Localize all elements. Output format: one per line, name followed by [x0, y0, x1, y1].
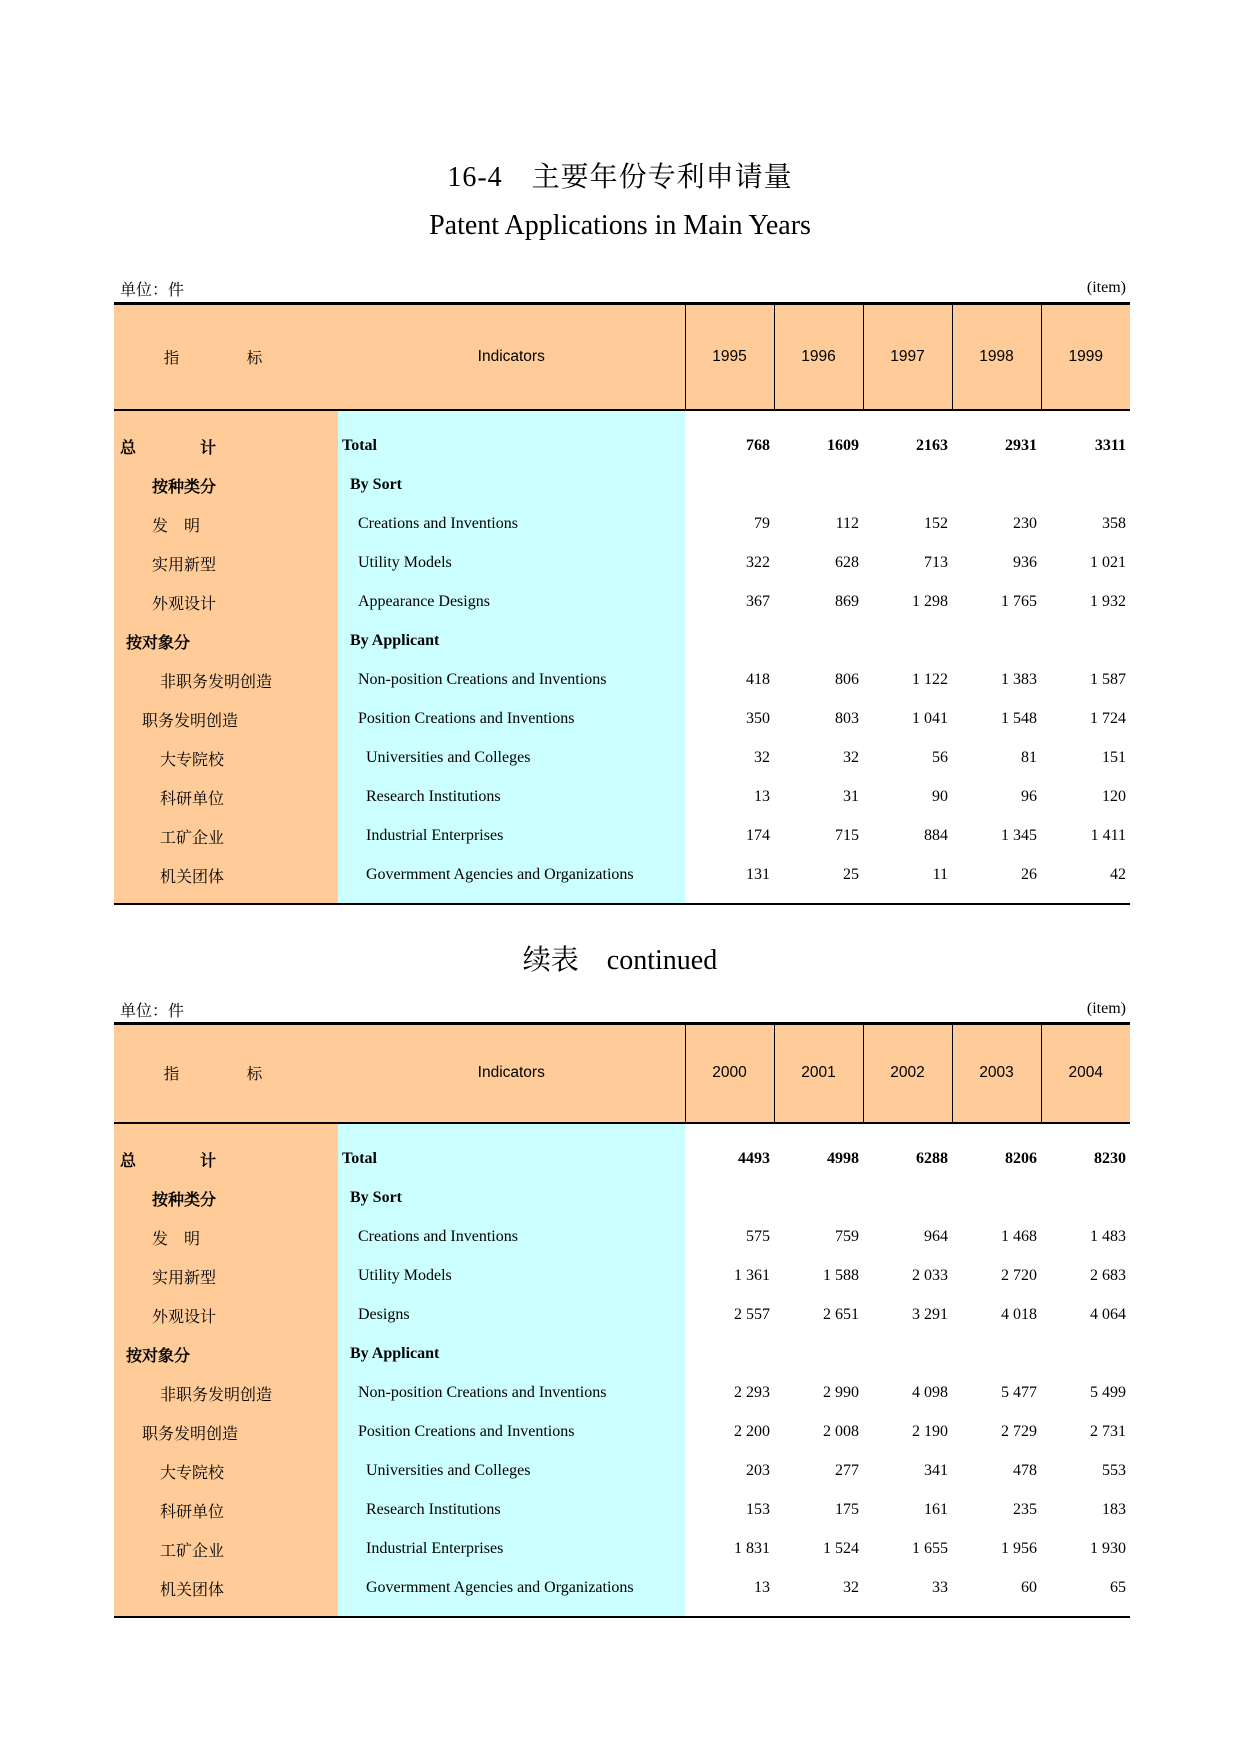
table-cell-value: 5 499 [1090, 1384, 1126, 1401]
table-cell-value: 2 729 [1001, 1423, 1037, 1440]
table-cell-value: 8230 [1094, 1150, 1126, 1167]
table-row [114, 466, 1130, 505]
table-cell-value [952, 466, 1041, 505]
table-cell-value: 869 [835, 593, 859, 610]
table-row [114, 1179, 1130, 1218]
header-year: 1995 [685, 304, 774, 410]
row-label-cn: 非职务发明创造 [114, 1374, 338, 1413]
table-cell-value: 174 [746, 827, 770, 844]
row-label-en: Utility Models [338, 544, 685, 583]
table-cell-value: 2 683 [1090, 1267, 1126, 1284]
table-cell-value: 5 477 [1001, 1384, 1037, 1401]
table-cell-value: 803 [835, 710, 859, 727]
row-label-cn: 总 计 [114, 1123, 338, 1179]
table-cell-value: 341 [924, 1462, 948, 1479]
table-cell-value [685, 1335, 774, 1374]
table-cell-value: 1 588 [823, 1267, 859, 1284]
table-cell-value: 3 291 [912, 1306, 948, 1323]
header-indicator-cn: 指 标 [114, 304, 338, 410]
table-cell-value: 1 383 [1001, 671, 1037, 688]
row-label-en: Position Creations and Inventions [338, 700, 685, 739]
table-cell-value: 13 [685, 1569, 774, 1617]
table-cell-value: 1 724 [1090, 710, 1126, 727]
table-cell-value: 8206 [1005, 1150, 1037, 1167]
row-label-cn: 外观设计 [114, 583, 338, 622]
table-cell-value: 153 [746, 1501, 770, 1518]
table-cell-value: 1 411 [1090, 827, 1126, 844]
table-cell-value: 2 720 [1001, 1267, 1037, 1284]
table-cell-value: 6288 [916, 1150, 948, 1167]
table-cell-value: 1 345 [1001, 827, 1037, 844]
table-cell-value [685, 1179, 774, 1218]
row-label-en: Non-position Creations and Inventions [338, 1374, 685, 1413]
table-cell-value: 4 098 [912, 1384, 948, 1401]
row-label-en: Universities and Colleges [338, 739, 685, 778]
table-cell-value [774, 622, 863, 661]
table-cell-value: 1 483 [1090, 1228, 1126, 1245]
table-cell-value: 203 [746, 1462, 770, 1479]
table-cell-value: 575 [746, 1228, 770, 1245]
row-label-en: Govermment Agencies and Organizations [338, 856, 685, 904]
table-row [114, 410, 1130, 466]
table-cell-value: 4 018 [1001, 1306, 1037, 1323]
header-year: 1998 [952, 304, 1041, 410]
table-row [114, 1491, 1130, 1530]
table-cell-value: 65 [1041, 1569, 1130, 1617]
continued-title [0, 938, 1240, 978]
table-row [114, 1413, 1130, 1452]
table-cell-value: 553 [1102, 1462, 1126, 1479]
table-row [114, 1374, 1130, 1413]
table-cell-value: 183 [1102, 1501, 1126, 1518]
row-label-en: Creations and Inventions [338, 1218, 685, 1257]
table-row [114, 817, 1130, 856]
header-indicator-en: Indicators [338, 1024, 685, 1123]
table-cell-value: 230 [1013, 515, 1037, 532]
table-cell-value: 2 293 [734, 1384, 770, 1401]
row-label-en: Industrial Enterprises [338, 817, 685, 856]
row-label-cn: 按种类分 [114, 1179, 338, 1218]
row-label-en: Designs [338, 1296, 685, 1335]
table-cell-value: 367 [746, 593, 770, 610]
table-cell-value: 4493 [738, 1150, 770, 1167]
row-label-cn: 大专院校 [114, 739, 338, 778]
table-cell-value [685, 466, 774, 505]
patent-table-2000-2004 [114, 1022, 1130, 1618]
row-label-cn: 机关团体 [114, 856, 338, 904]
row-label-cn: 科研单位 [114, 778, 338, 817]
table-row [114, 1452, 1130, 1491]
row-label-cn: 实用新型 [114, 544, 338, 583]
table-cell-value: 418 [746, 671, 770, 688]
table-cell-value: 2 731 [1090, 1423, 1126, 1440]
table-cell-value: 175 [835, 1501, 859, 1518]
table-cell-value: 1 298 [912, 593, 948, 610]
header-year: 2002 [863, 1024, 952, 1123]
table-cell-value: 81 [1021, 749, 1037, 766]
row-label-en: Research Institutions [338, 778, 685, 817]
table-cell-value: 1 932 [1090, 593, 1126, 610]
row-label-en: Universities and Colleges [338, 1452, 685, 1491]
row-label-en: Appearance Designs [338, 583, 685, 622]
table-row [114, 544, 1130, 583]
row-label-cn: 机关团体 [114, 1569, 338, 1617]
table-cell-value: 1 524 [823, 1540, 859, 1557]
unit-label-cn: 单位：件 [120, 1003, 185, 1020]
row-label-en: Position Creations and Inventions [338, 1413, 685, 1452]
unit-label-cn: 单位：件 [120, 282, 185, 299]
table-cell-value: 42 [1041, 856, 1130, 904]
row-label-cn: 实用新型 [114, 1257, 338, 1296]
table-cell-value: 1 468 [1001, 1228, 1037, 1245]
table-row [114, 856, 1130, 904]
row-label-cn: 按对象分 [114, 1335, 338, 1374]
table-row [114, 661, 1130, 700]
table-cell-value: 628 [835, 554, 859, 571]
table-cell-value: 715 [835, 827, 859, 844]
row-label-en: By Applicant [338, 1335, 685, 1374]
row-label-cn: 发 明 [114, 1218, 338, 1257]
header-year: 1996 [774, 304, 863, 410]
continued-cn: 续表 [522, 945, 579, 976]
table-cell-value: 60 [952, 1569, 1041, 1617]
row-label-cn: 大专院校 [114, 1452, 338, 1491]
table-cell-value: 2931 [1005, 437, 1037, 454]
table-cell-value: 277 [835, 1462, 859, 1479]
table-cell-value: 2 033 [912, 1267, 948, 1284]
row-label-en: Research Institutions [338, 1491, 685, 1530]
table-cell-value: 2 557 [734, 1306, 770, 1323]
row-label-cn: 工矿企业 [114, 1530, 338, 1569]
table-cell-value: 31 [843, 788, 859, 805]
table-cell-value [863, 466, 952, 505]
table-row [114, 505, 1130, 544]
table-row [114, 583, 1130, 622]
row-label-cn: 按对象分 [114, 622, 338, 661]
table-row [114, 1530, 1130, 1569]
table-cell-value: 1 655 [912, 1540, 948, 1557]
table-cell-value: 1609 [827, 437, 859, 454]
table-cell-value: 1 587 [1090, 671, 1126, 688]
table-cell-value: 759 [835, 1228, 859, 1245]
table-cell-value: 32 [774, 1569, 863, 1617]
table-cell-value: 1 765 [1001, 593, 1037, 610]
table-cell-value [774, 1179, 863, 1218]
table-cell-value: 1 956 [1001, 1540, 1037, 1557]
row-label-en: Total [338, 410, 685, 466]
table-cell-value: 90 [932, 788, 948, 805]
table-cell-value: 1 548 [1001, 710, 1037, 727]
table-cell-value: 2 200 [734, 1423, 770, 1440]
table-cell-value: 2163 [916, 437, 948, 454]
table-cell-value: 32 [843, 749, 859, 766]
table-cell-value [863, 1179, 952, 1218]
table-cell-value: 152 [924, 515, 948, 532]
table-cell-value: 884 [924, 827, 948, 844]
table-row [114, 1569, 1130, 1617]
table-row [114, 739, 1130, 778]
table-cell-value: 1 041 [912, 710, 948, 727]
table-cell-value: 713 [924, 554, 948, 571]
table-row [114, 1218, 1130, 1257]
table-cell-value: 33 [863, 1569, 952, 1617]
table-cell-value [1041, 1179, 1130, 1218]
table-cell-value: 322 [746, 554, 770, 571]
table-cell-value: 806 [835, 671, 859, 688]
table-cell-value: 2 651 [823, 1306, 859, 1323]
row-label-cn: 外观设计 [114, 1296, 338, 1335]
table-cell-value [863, 1335, 952, 1374]
row-label-cn: 科研单位 [114, 1491, 338, 1530]
table-cell-value: 11 [863, 856, 952, 904]
table-cell-value: 3311 [1094, 437, 1126, 454]
table-cell-value: 936 [1013, 554, 1037, 571]
table-cell-value: 1 021 [1090, 554, 1126, 571]
continued-en: continued [606, 945, 718, 976]
row-label-en: Govermment Agencies and Organizations [338, 1569, 685, 1617]
table-row [114, 1257, 1130, 1296]
table-cell-value: 1 831 [734, 1540, 770, 1557]
table-cell-value: 478 [1013, 1462, 1037, 1479]
table-cell-value: 32 [754, 749, 770, 766]
table-cell-value: 2 008 [823, 1423, 859, 1440]
row-label-en: Creations and Inventions [338, 505, 685, 544]
table-cell-value: 131 [685, 856, 774, 904]
table-cell-value: 1 930 [1090, 1540, 1126, 1557]
table-cell-value: 26 [952, 856, 1041, 904]
row-label-cn: 职务发明创造 [114, 1413, 338, 1452]
table-row [114, 778, 1130, 817]
table-cell-value: 120 [1102, 788, 1126, 805]
table-cell-value: 2 990 [823, 1384, 859, 1401]
page-title-en: Patent Applications in Main Years [429, 210, 811, 241]
row-label-cn: 职务发明创造 [114, 700, 338, 739]
header-year: 2004 [1041, 1024, 1130, 1123]
table-cell-value [952, 1179, 1041, 1218]
header-year: 2001 [774, 1024, 863, 1123]
row-label-en: By Sort [338, 466, 685, 505]
table-cell-value: 4998 [827, 1150, 859, 1167]
header-indicator-cn: 指 标 [114, 1024, 338, 1123]
row-label-en: Utility Models [338, 1257, 685, 1296]
unit-row-1 [114, 277, 1130, 301]
table-cell-value: 4 064 [1090, 1306, 1126, 1323]
row-label-cn: 按种类分 [114, 466, 338, 505]
header-year: 2000 [685, 1024, 774, 1123]
unit-row-2 [114, 998, 1130, 1022]
table-cell-value: 56 [932, 749, 948, 766]
table-cell-value [952, 1335, 1041, 1374]
row-label-en: By Sort [338, 1179, 685, 1218]
header-indicator-en: Indicators [338, 304, 685, 410]
table-cell-value [1041, 466, 1130, 505]
row-label-cn: 工矿企业 [114, 817, 338, 856]
table-cell-value: 25 [774, 856, 863, 904]
table-cell-value: 358 [1102, 515, 1126, 532]
table-row [114, 700, 1130, 739]
row-label-en: Non-position Creations and Inventions [338, 661, 685, 700]
header-year: 2003 [952, 1024, 1041, 1123]
row-label-en: Industrial Enterprises [338, 1530, 685, 1569]
table-cell-value [863, 622, 952, 661]
table-cell-value: 151 [1102, 749, 1126, 766]
unit-label-en: (item) [1086, 279, 1126, 296]
row-label-cn: 非职务发明创造 [114, 661, 338, 700]
table-row [114, 1296, 1130, 1335]
table-cell-value: 96 [1021, 788, 1037, 805]
table-cell-value [685, 622, 774, 661]
table-cell-value [1041, 1335, 1130, 1374]
table-cell-value: 161 [924, 1501, 948, 1518]
table-cell-value [774, 1335, 863, 1374]
table-row [114, 1123, 1130, 1179]
header-year: 1999 [1041, 304, 1130, 410]
table-cell-value: 1 361 [734, 1267, 770, 1284]
row-label-en: Total [338, 1123, 685, 1179]
table-cell-value: 350 [746, 710, 770, 727]
table-cell-value: 1 122 [912, 671, 948, 688]
table-cell-value: 2 190 [912, 1423, 948, 1440]
row-label-cn: 总 计 [114, 410, 338, 466]
table-row [114, 1335, 1130, 1374]
table-cell-value: 768 [746, 437, 770, 454]
table-cell-value [952, 622, 1041, 661]
patent-table-1995-1999 [114, 302, 1130, 905]
row-label-en: By Applicant [338, 622, 685, 661]
table-cell-value: 964 [924, 1228, 948, 1245]
table-cell-value [1041, 622, 1130, 661]
page-title-cn: 16-4 主要年份专利申请量 [447, 162, 793, 193]
table-row [114, 622, 1130, 661]
table-cell-value: 13 [754, 788, 770, 805]
row-label-cn: 发 明 [114, 505, 338, 544]
table-cell-value: 112 [835, 515, 859, 532]
header-year: 1997 [863, 304, 952, 410]
table-cell-value: 235 [1013, 1501, 1037, 1518]
table-cell-value: 79 [754, 515, 770, 532]
table-cell-value [774, 466, 863, 505]
unit-label-en: (item) [1086, 1000, 1126, 1017]
